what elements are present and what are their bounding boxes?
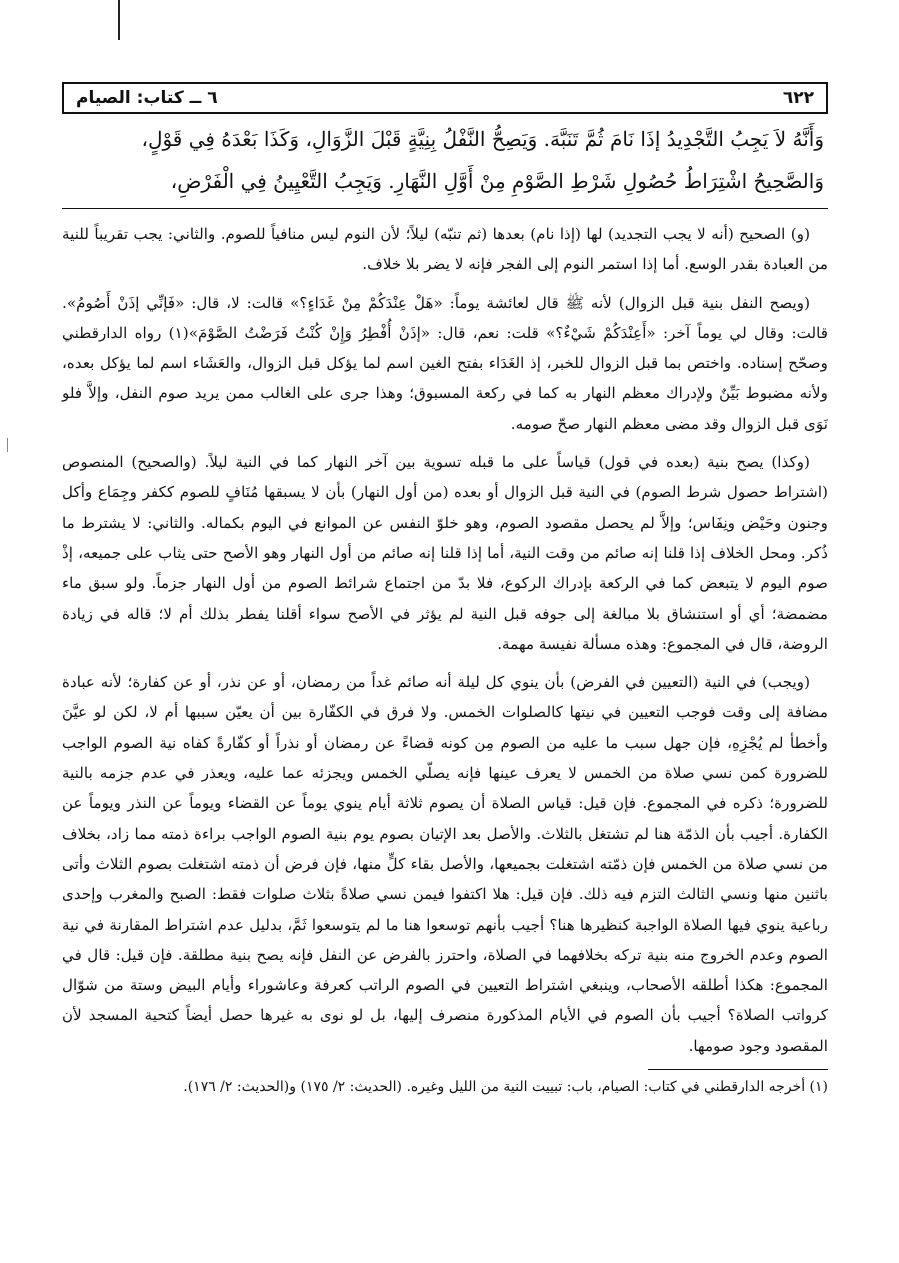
main-text-line: وَالصَّحِيحُ اشْتِرَاطُ حُصُولِ شَرْطِ الصَّوْمِ مِنْ أَوَّلِ النَّهَارِ. وَيَجِبُ التَّعْيِينُ فِي الْفَرْضِ،: [170, 169, 824, 193]
chapter-title: ٦ ــ كتاب: الصيام: [76, 88, 218, 108]
commentary: [62, 209, 828, 1061]
running-header: [62, 82, 828, 114]
commentary-paragraph: (وكذا) يصح بنية (بعده في قول) قياساً على ما قبله تسوية بين آخر النهار كما في النية ليلاً. (والصحيح) المنصوص (اشتراط حصول شرط الصوم) في النية قبل الزوال أو بعده (من أول النهار) بأن لا يسبقها مُنَافٍ للصوم ككفر وجِمَاع وأكل وجنون وحَيْض ونِفَاس؛ وإلاَّ لم يحصل مقصود الصوم، وهو خلوّ النفس عن الموانع في اليوم بكماله. والثاني: لا يشترط ما ذُكر. ومحل الخلاف إذا قلنا إنه صائم من وقت النية، أما إذا قلنا إنه صائم من أول النهار وهو الأصح حتى يثاب على جميعه، إذْ صوم اليوم لا يتبعض كما في الركعة بإدراك الركوع، فلا بدّ من اجتماع شرائط الصوم من أول النهار جزماً. ولو سبق ماء مضمضة؛ أي أو استنشاق بلا مبالغة إلى جوفه قبل النية لم يؤثر في الأصح سواء أقلنا يفطر بذلك أم لا؛ قاله في زيادة الروضة، قال في المجموع: وهذه مسألة نفيسة مهمة.: [62, 453, 828, 653]
margin-mark: [7, 438, 8, 452]
commentary-paragraph: (و) الصحيح (أنه لا يجب التجديد) لها (إذا نام) بعدها (ثم تنبّه) ليلاً؛ لأن النوم ليس منافياً للصوم. والثاني: يجب تقريباً للنية من العبادة بقدر الوسع. أما إذا استمر النوم إلى الفجر فإنه لا يضر بلا خلاف.: [62, 225, 828, 274]
footnote: (١) أخرجه الدارقطني في كتاب: الصيام، باب: تبييت النية من الليل وغيره. (الحديث: ٢/ ١٧٥) و(الحديث: ٢/ ١٧٦).: [183, 1079, 828, 1096]
book-page: [62, 82, 828, 1100]
main-text: [62, 114, 828, 209]
footnote-divider: [648, 1069, 828, 1070]
margin-mark: [118, 0, 120, 40]
commentary-paragraph: (ويجب) في النية (التعيين في الفرض) بأن ينوي كل ليلة أنه صائم غداً من رمضان، أو عن نذر، أو عن كفارة؛ لأنه عبادة مضافة إلى وقت فوجب التعيين في نيتها كالصلوات الخمس. ولا فرق في الكفّارة بين أن يعيّن سببها أم لا، لكن لو عيَّنَ وأخطأ لم يُجْزِهِ، فإن جهل سبب ما عليه من الصوم مِن كونه قضاءً عن رمضان أو نذراً أو كفّارةً كفاه نية الصوم الواجب للضرورة كمن نسي صلاة من الخمس لا يعرف عينها فإنه يصلّي الخمس ويجزئه عما عليه، ويعذر في عدم جزمه بالنية للضرورة؛ ذكره في المجموع. فإن قيل: قياس الصلاة أن يصوم ثلاثة أيام ينوي يوماً عن القضاء ويوماً عن النذر ويوماً عن الكفارة. أجيب بأن الذمّة هنا لم تشتغل بالثلاث. والأصل بعد الإتيان بصوم يوم بنية الصوم الواجب براءة ذمته مما زاد، بخلاف من نسي صلاة من الخمس فإن ذمّته اشتغلت بجميعها، والأصل بقاء كلٍّ منها، فإن فرض أن ذمته اشتغلت بصوم الثلاث وأتى باثنين منها ونسي الثالث التزم فيه ذلك. فإن قيل: هلا اكتفوا فيمن نسي صلاةً بثلاث صلوات فقط: الصبح والمغرب وإحدى رباعية ينوي فيها الصلاة الواجبة كنظيرها هنا؟ أجيب بأنهم توسعوا هنا ما لم يتوسعوا ثَمَّ، بدليل عدم اشتراط المقارنة في نية الصوم وعدم الخروج منه بنية تركه بخلافهما في الصلاة، واحترز بالفرض عن النفل فإنه يصح بنية مطلقة. فإن قيل: قال في المجموع: هكذا أطلقه الأصحاب، وينبغي اشتراط التعيين في الصوم الراتب كعرفة وعاشوراء وأيام البيض وستة من شوّال كرواتب الصلاة؟ أجيب بأن الصوم في الأيام المذكورة منصرف إليها، بل لو نوى به غيرها حصل أيضاً كتحية المسجد لأن المقصود وجود صومها.: [62, 673, 828, 1055]
commentary-paragraph: (ويصح النفل بنية قبل الزوال) لأنه ﷺ قال لعائشة يوماً: «هَلْ عِنْدَكُمْ مِنْ غَدَاءٍ؟» قالت: لا، قال: «فَإنِّي إذَنْ أَصُومُ». قالت: وقال لي يوماً آخر: «أَعِنْدَكُمْ شَيْءٌ؟» قلت: نعم، قال: «إذَنْ أُفْطِرُ وَإِنْ كُنْتُ فَرَضْتُ الصَّوْمَ»(١) رواه الدارقطني وصحّح إسناده. واختص بما قبل الزوال للخبر، إذ الغَدَاء بفتح الغين اسم لما يؤكل قبل الزوال، والعَشَاء اسم لما يؤكل بعده، ولأنه مضبوط بَيِّنٌ ولإدراك معظم النهار به كما في ركعة المسبوق؛ وهذا جرى على الغالب ممن يريد صوم النفل، وإلاَّ فلو نَوَى قبل الزوال وقد مضى معظم النهار صحّ صومه.: [62, 293, 828, 433]
main-text-line: وَأَنَّهُ لاَ يَجِبُ التَّجْدِيدُ إذَا نَامَ ثُمَّ تَنَبَّهَ. وَيَصِحُّ النَّفْلُ بِنِيَّةٍ قَبْلَ الزَّوَالِ، وَكَذَا بَعْدَهُ فِي قَوْلٍ،: [141, 127, 824, 151]
page-number: ٦٢٢: [782, 88, 814, 108]
